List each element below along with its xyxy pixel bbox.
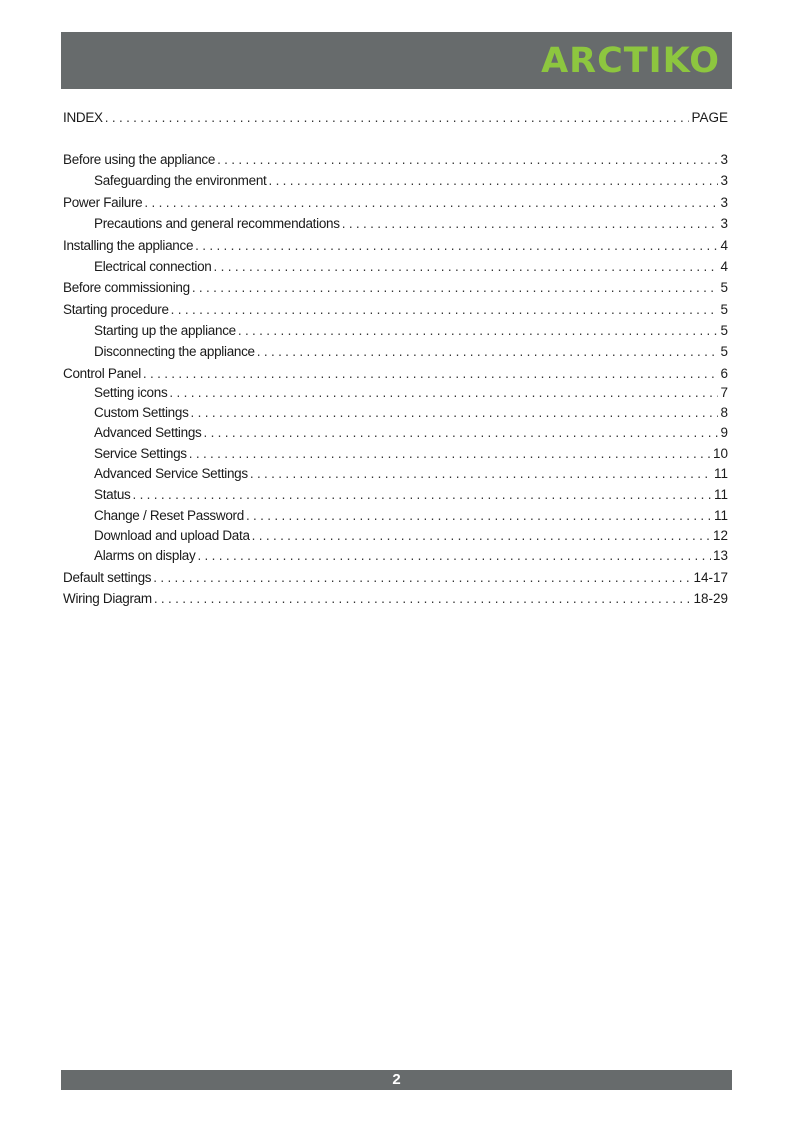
dot-leader <box>171 300 719 320</box>
toc-entry-page: 11 <box>713 487 728 502</box>
toc-entry[interactable] <box>63 193 728 213</box>
header-bar <box>61 32 732 89</box>
footer-page-number: 2 <box>392 1071 401 1088</box>
toc-entry[interactable] <box>63 403 728 423</box>
toc-entry-page: 5 <box>720 323 728 338</box>
toc-entry[interactable] <box>63 423 728 443</box>
dot-leader <box>143 364 719 384</box>
toc-entry-page: 6 <box>720 366 728 381</box>
toc-entry[interactable] <box>63 485 728 505</box>
toc-entry-label: Before commissioning <box>63 280 190 295</box>
dot-leader <box>238 321 719 341</box>
dot-leader <box>169 383 718 403</box>
dot-leader <box>217 150 718 170</box>
toc-entry-page: 11 <box>713 508 728 523</box>
toc-entry-label: Electrical connection <box>94 259 212 274</box>
toc-entry-label: Starting up the appliance <box>94 323 236 338</box>
brand-logo: ARCTIKO <box>541 41 720 81</box>
dot-leader <box>192 278 719 298</box>
dot-leader <box>154 589 692 609</box>
toc-entry-page: 12 <box>712 528 728 543</box>
toc-entry-label: Before using the appliance <box>63 152 216 167</box>
dot-leader <box>105 108 690 128</box>
toc-entry[interactable] <box>63 464 728 484</box>
page-heading: PAGE <box>691 110 728 125</box>
toc-entry[interactable] <box>63 383 728 403</box>
toc-entry-page: 5 <box>720 280 728 295</box>
toc-entry-page: 4 <box>720 259 728 274</box>
toc-entry[interactable] <box>63 236 728 256</box>
index-title: INDEX <box>63 110 103 125</box>
toc-entry-page: 3 <box>720 216 728 231</box>
toc-entry-label: Setting icons <box>94 385 168 400</box>
dot-leader <box>268 171 718 191</box>
toc-entry-page: 3 <box>720 195 728 210</box>
toc-entry-label: Control Panel <box>63 366 141 381</box>
toc-entry[interactable] <box>63 321 728 341</box>
toc-entry[interactable] <box>63 257 728 277</box>
toc-entry[interactable] <box>63 526 728 546</box>
toc-entry[interactable] <box>63 589 728 609</box>
toc-entry-label: Status <box>94 487 131 502</box>
toc-entry-label: Disconnecting the appliance <box>94 344 255 359</box>
toc-entry-label: Starting procedure <box>63 302 169 317</box>
toc-entry[interactable] <box>63 444 728 464</box>
toc-entry-label: Safeguarding the environment <box>94 173 267 188</box>
toc-entry-page: 8 <box>720 405 728 420</box>
toc-entry-label: Service Settings <box>94 446 187 461</box>
dot-leader <box>144 193 718 213</box>
toc-entry-page: 9 <box>720 425 728 440</box>
toc-entry[interactable] <box>63 342 728 362</box>
toc-entry-page: 18-29 <box>693 591 728 606</box>
dot-leader <box>342 214 719 234</box>
footer-bar <box>61 1070 732 1090</box>
toc-entry-label: Precautions and general recommendations <box>94 216 340 231</box>
dot-leader <box>250 464 712 484</box>
toc-entry-label: Default settings <box>63 570 152 585</box>
toc-entry-page: 5 <box>720 344 728 359</box>
toc-entry-label: Wiring Diagram <box>63 591 152 606</box>
toc-entry[interactable] <box>63 568 728 588</box>
dot-leader <box>195 236 718 256</box>
toc-entry-page: 11 <box>713 466 728 481</box>
toc-entry-page: 14-17 <box>693 570 728 585</box>
dot-leader <box>132 485 712 505</box>
toc-entry[interactable] <box>63 506 728 526</box>
toc-entry-page: 3 <box>720 152 728 167</box>
toc-entry[interactable] <box>63 278 728 298</box>
toc-entry[interactable] <box>63 150 728 170</box>
toc-entry-label: Advanced Service Settings <box>94 466 248 481</box>
toc-entry[interactable] <box>63 171 728 191</box>
dot-leader <box>153 568 691 588</box>
dot-leader <box>203 423 718 443</box>
toc-entry-page: 5 <box>720 302 728 317</box>
dot-leader <box>189 444 711 464</box>
toc-entry-page: 3 <box>720 173 728 188</box>
toc-entry-label: Download and upload Data <box>94 528 250 543</box>
toc-entry-page: 13 <box>712 548 728 563</box>
dot-leader <box>214 257 719 277</box>
toc-entry-page: 10 <box>712 446 728 461</box>
dot-leader <box>252 526 711 546</box>
toc-entry[interactable] <box>63 214 728 234</box>
toc-entry-label: Change / Reset Password <box>94 508 244 523</box>
toc-entry[interactable] <box>63 364 728 384</box>
toc-entry-label: Alarms on display <box>94 548 196 563</box>
toc-entry-page: 7 <box>720 385 728 400</box>
toc-entry-label: Custom Settings <box>94 405 189 420</box>
toc-entry-page: 4 <box>720 238 728 253</box>
toc-entry[interactable] <box>63 546 728 566</box>
dot-leader <box>246 506 712 526</box>
dot-leader <box>197 546 711 566</box>
toc-entry-label: Advanced Settings <box>94 425 202 440</box>
toc-entry-label: Installing the appliance <box>63 238 194 253</box>
index-heading-row <box>63 108 728 128</box>
toc-entry-label: Power Failure <box>63 195 143 210</box>
dot-leader <box>191 403 719 423</box>
dot-leader <box>257 342 719 362</box>
toc-entry[interactable] <box>63 300 728 320</box>
